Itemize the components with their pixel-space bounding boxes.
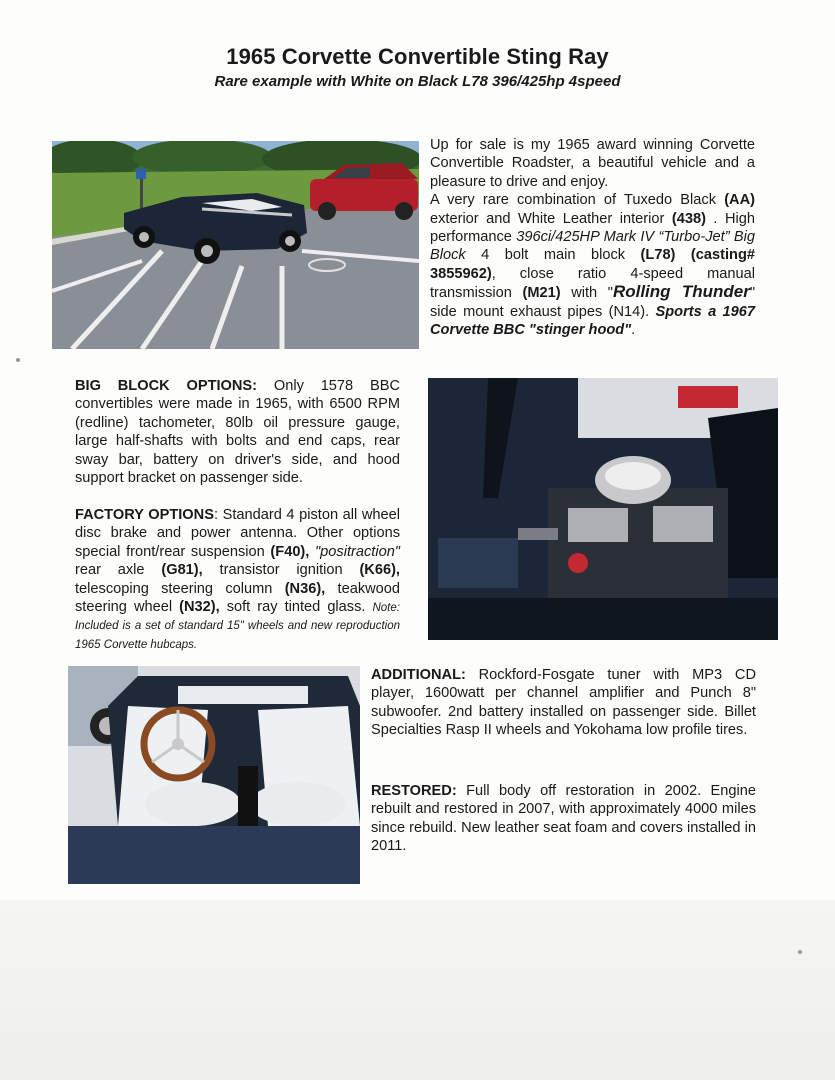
intro-paragraph: Up for sale is my 1965 award winning Corvette Convertible Roadster, a beautiful vehicle and a pleasure to drive and enjoy. A very rare combination of Tuxedo Black (AA) exterior and White Leather interior (438) . High performance 396ci/425HP Mark IV “Turbo-Jet” Big Block 4 bolt main block (L78) (casting# 3855962), close ratio 4-speed manual transmission (M21) with "Rolling Thunder" side mount exhaust pipes (N14). Sports a 1967 Corvette BBC "stinger hood". bbox=[430, 137, 756, 339]
restored-heading: RESTORED: bbox=[371, 783, 457, 799]
factory-options: FACTORY OPTIONS: Standard 4 piston all wheel disc brake and power antenna. Other options special front/rear suspension (F40), "positraction" rear axle (G81), transistor ignition (K66), telescoping steering column (N36), teakwood steering wheel (N32), soft ray tinted glass. Note: Included is a set of standard 15" wheels and new reproduction 1965 Corvette hubcaps. bbox=[75, 507, 400, 651]
interior-photo bbox=[68, 666, 360, 884]
page-lower-margin bbox=[0, 900, 835, 1080]
code-l78: (L78) bbox=[640, 247, 676, 264]
additional-heading: ADDITIONAL: bbox=[371, 667, 466, 683]
casting-number: (casting# 3855962) bbox=[430, 247, 755, 282]
code-m21: (M21) bbox=[522, 285, 561, 302]
additional-section: ADDITIONAL: Rockford-Fosgate tuner with MP3 CD player, 1600watt per channel amplifier and Punch 8" subwoofer. 2nd battery installed on passenger side. Billet Specialties Rasp II wheels and Yokohama low profile tires. bbox=[371, 667, 756, 739]
big-block-options: BIG BLOCK OPTIONS: Only 1578 BBC convertibles were made in 1965, with 6500 RPM (redline) tachometer, 80lb oil pressure gauge, large half-shafts with bolts and end caps, rear sway bar, battery on driver's side, and hood support bracket on passenger side. bbox=[75, 378, 400, 487]
page-subtitle: Rare example with White on Black L78 396/425hp 4speed bbox=[214, 73, 621, 90]
restored-section: RESTORED: Full body off restoration in 2002. Engine rebuilt and restored in 2007, with approximately 4000 miles since rebuild. New leather seat foam and covers installed in 2011. bbox=[371, 783, 756, 855]
exterior-photo bbox=[52, 141, 419, 349]
scan-speck bbox=[798, 950, 802, 954]
scan-speck bbox=[16, 358, 20, 362]
hubcap-note: Note: Included is a set of standard 15" wheels and new reproduction 1965 Corvette hubcaps. bbox=[75, 602, 400, 651]
page-title: 1965 Corvette Convertible Sting Ray bbox=[226, 44, 609, 69]
big-block-heading: BIG BLOCK OPTIONS: bbox=[75, 378, 258, 394]
code-438: (438) bbox=[671, 210, 706, 227]
factory-heading: FACTORY OPTIONS bbox=[75, 507, 214, 523]
code-aa: (AA) bbox=[724, 192, 755, 209]
engine-photo bbox=[428, 378, 778, 640]
